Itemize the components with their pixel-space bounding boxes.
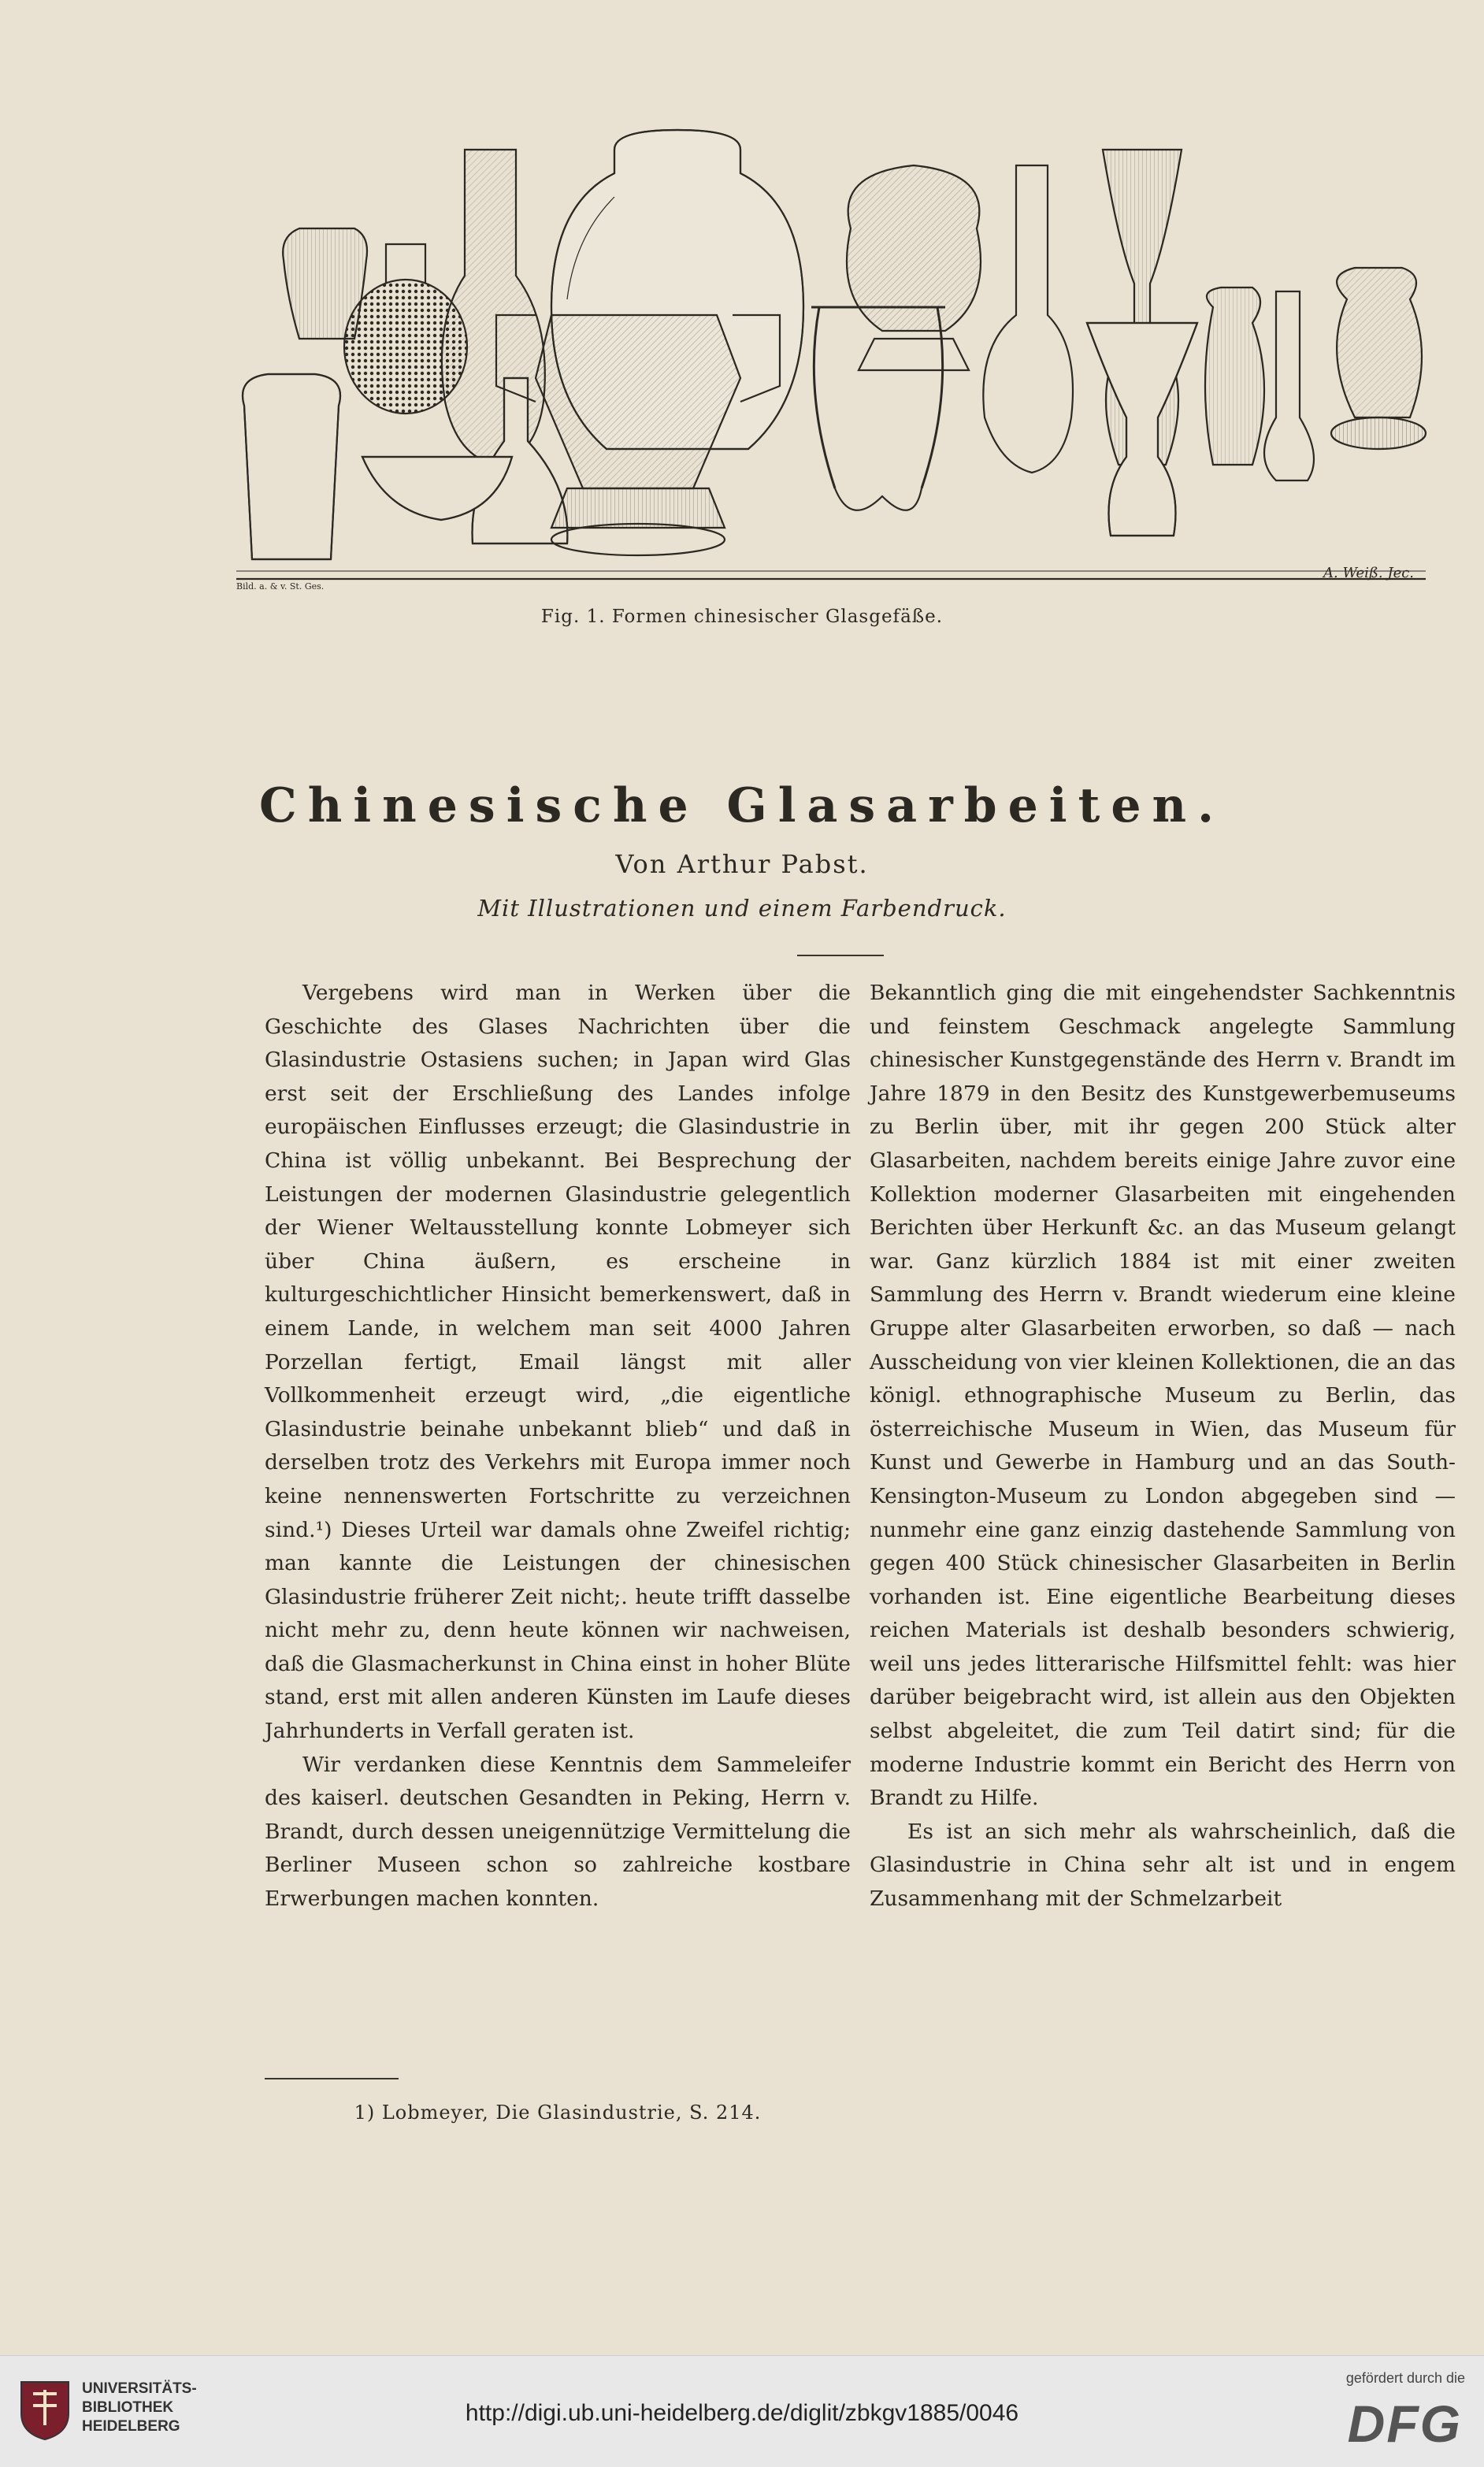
article-subtitle: Mit Illustrationen und einem Farbendruck. <box>477 895 1007 922</box>
sponsor-label: gefördert durch die <box>1345 2370 1465 2386</box>
paragraph: Wir verdanken diese Kenntnis dem Sammeleifer des kaiserl. deutschen Gesandten in Peking, Herrn v. Brandt, durch dessen uneigennützige Vermittelung die Berliner Museen schon so zahlreiche kostbare Erwerbungen machen konnten. <box>265 1752 851 1912</box>
dfg-logo: DFG <box>1347 2395 1462 2453</box>
digitization-footer <box>0 2355 1484 2467</box>
left-column <box>265 977 851 1916</box>
figure-caption: Fig. 1. Formen chinesischer Glasgefäße. <box>540 607 944 627</box>
chinese-glass-vessels-engraving <box>236 118 1434 591</box>
artist-signature-right: A. Weiß. Jec. <box>1323 565 1415 581</box>
article-byline: Von Arthur Pabst. <box>615 849 869 879</box>
paragraph: Bekanntlich ging die mit eingehendster Sachkenntnis und feinstem Geschmack angelegte Sammlung chinesischer Kunstgegenstände des Herrn v. Brandt im Jahre 1879 in den Besitz des Kunstgewerbemuseums zu Berlin über, mit ihr gegen 200 Stück alter Glasarbeiten, nachdem bereits einige Jahre zuvor eine Kollektion moderner Glasarbeiten mit eingehenden Berichten über Herkunft &c. an das Museum gelangt war. Ganz kürzlich 1884 ist mit einer zweiten Sammlung des Herrn v. Brandt wiederum eine kleine Gruppe alter Glasarbeiten erworben, so daß — nach Ausscheidung von vier kleinen Kollektionen, die an das königl. ethnographische Museum zu Berlin, das österreichische Museum in Wien, das Museum für Kunst und Gewerbe in Hamburg und an das South-Kensington-Museum zu London abgegeben sind — nunmehr eine ganz einzig dastehende Sammlung von gegen 400 Stück chinesischer Glasarbeiten in Berlin vorhanden ist. Eine eigentliche Bearbeitung dieses reichen Materials ist deshalb besonders schwierig, weil uns jedes litterarische Hilfsmittel fehlt: was hier darüber beigebracht wird, ist allein aus den Objekten selbst abgeleitet, die zum Teil datirt sind; für die moderne Industrie kommt ein Bericht des Herrn von Brandt zu Hilfe. <box>870 981 1456 1811</box>
figure-illustration <box>236 118 1434 591</box>
paragraph: Vergebens wird man in Werken über die Geschichte des Glases Nachrichten über die Glasindustrie Ostasiens suchen; in Japan wird Glas erst seit der Erschließung des Landes infolge europäischen Einflusses erzeugt; die Glasindustrie in China ist völlig unbekannt. Bei Besprechung der Leistungen der modernen Glasindustrie gelegentlich der Wiener Weltausstellung konnte Lobmeyer sich über China äußern, es erscheine in kulturgeschichtlicher Hinsicht bemerkenswert, daß in einem Lande, in welchem man seit 4000 Jahren Porzellan fertigt, Email längst mit aller Vollkommenheit erzeugt wird, „die eigentliche Glasindustrie beinahe unbekannt blieb“ und daß in derselben trotz des Verkehrs mit Europa immer noch keine nennenswerten Fortschritte zu verzeichnen sind.¹) Dieses Urteil war damals ohne Zweifel richtig; man kannte die Leistungen der chinesischen Glasindustrie früherer Zeit nicht;. heute trifft dasselbe nicht mehr zu, denn heute können wir nachweisen, daß die Glasmacherkunst in China einst in hoher Blüte stand, erst mit allen anderen Künsten im Laufe dieses Jahrhunderts in Verfall geraten ist. <box>265 981 851 1744</box>
paragraph: Es ist an sich mehr als wahrscheinlich, daß die Glasindustrie in China sehr alt ist und in engem Zusammenhang mit der Schmelzarbeit <box>870 1819 1456 1912</box>
title-divider <box>797 955 884 956</box>
article-title: Chinesische Glasarbeiten. <box>258 778 1226 833</box>
right-column <box>870 977 1456 1916</box>
footnote: 1) Lobmeyer, Die Glasindustrie, S. 214. <box>354 2102 762 2124</box>
institution-name: UNIVERSITÄTS- BIBLIOTHEK HEIDELBERG <box>82 2380 197 2435</box>
engraver-signature-left: Bild. a. & v. St. Ges. <box>236 581 325 591</box>
footnote-divider <box>265 2078 399 2079</box>
permalink-url[interactable]: http://digi.ub.uni-heidelberg.de/diglit/zbkgv1885/0046 <box>465 2400 1019 2426</box>
